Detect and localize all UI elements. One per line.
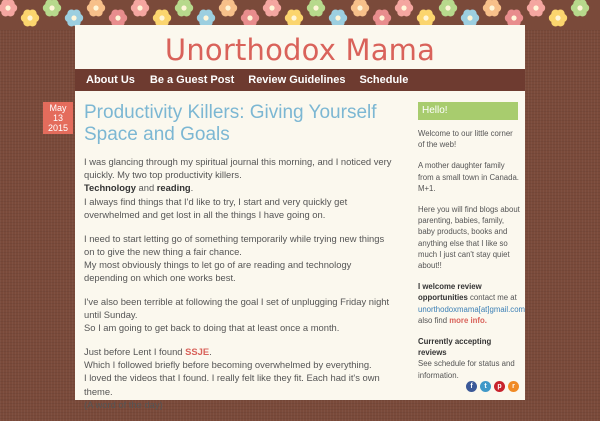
p1-and: and <box>135 182 157 194</box>
post-date-badge <box>43 102 73 134</box>
p2-line1: I need to start letting go of something temporarily while trying new things on to give the new thing a fair chance. <box>84 232 385 257</box>
nav-schedule[interactable]: Schedule <box>359 74 409 86</box>
nav-review-guidelines[interactable]: Review Guidelines <box>248 74 346 86</box>
paragraph-1 <box>84 155 394 221</box>
p1-line3: I always find things that I'd like to try, I start and very quickly get overwhelmed and get lost in all the things I have going on. <box>84 195 348 220</box>
p4-prefix: Just before Lent I found <box>84 345 186 357</box>
date-month: May <box>49 103 67 113</box>
twitter-icon[interactable]: t <box>480 381 491 392</box>
sidebar-review-bold: I welcome review opportunities <box>418 282 482 303</box>
sidebar-family: A mother daughter family from a small town in Canada. M+1. <box>418 161 519 193</box>
site-title[interactable]: Unorthodox Mama <box>164 33 436 67</box>
p1-period: . <box>190 182 194 194</box>
social-icons <box>466 381 519 392</box>
sidebar-hello-heading: Hello! <box>418 102 518 120</box>
p4-line3: I loved the videos that I found. I really felt like they fit. Each had it's own theme. <box>84 372 380 397</box>
sidebar-also: also find <box>418 315 450 325</box>
date-year: 2015 <box>47 123 69 133</box>
p3-line2: So I am going to get back to doing that at least once a month. <box>84 322 340 334</box>
nav-about-us[interactable]: About Us <box>86 74 135 86</box>
sidebar-schedule-text: See schedule for status and information. <box>418 359 515 380</box>
ssje-link[interactable]: SSJE <box>185 345 210 357</box>
sidebar <box>418 102 526 391</box>
p1-bold-reading: reading <box>156 182 191 194</box>
post-title[interactable]: Productivity Killers: Giving Yourself Space and Goals <box>84 102 377 145</box>
sidebar-review <box>418 281 526 326</box>
paragraph-3 <box>84 295 394 335</box>
sidebar-more-info-link[interactable]: more info. <box>449 315 487 325</box>
sidebar-accepting <box>418 336 520 381</box>
sidebar-email-link[interactable]: unorthodoxmama[at]gmail.com <box>418 304 526 314</box>
sidebar-blogs: Here you will find blogs about parenting, babies, family, baby products, books and anything else that I like so much I just can't stay quiet about!! <box>418 205 520 271</box>
p4-suffix: . <box>209 345 212 357</box>
sidebar-accepting-bold: Currently accepting reviews <box>418 337 492 358</box>
p3-line1: I've also been terrible at following the goal I set of unplugging Friday night until Sunday. <box>84 295 390 321</box>
date-day: 13 <box>52 113 63 123</box>
paragraph-4 <box>84 345 394 411</box>
nav-guest-post[interactable]: Be a Guest Post <box>149 74 235 86</box>
pinterest-icon[interactable]: p <box>494 381 505 392</box>
p4-line4: (A word of the day) <box>84 398 163 410</box>
p1-line1: I was glancing through my spiritual journal this morning, and I noticed very quickly. My two top productivity killers. <box>84 156 392 181</box>
paragraph-2 <box>84 232 394 285</box>
p2-line2: My most obviously things to let go of are reading and technology depending on which one works best. <box>84 258 352 284</box>
post-body <box>84 155 394 421</box>
sidebar-welcome: Welcome to our little corner of the web! <box>418 129 513 150</box>
rss-icon[interactable]: r <box>508 381 519 392</box>
sidebar-review-text: contact me at <box>467 293 517 303</box>
facebook-icon[interactable]: f <box>466 381 477 392</box>
p1-bold-technology: Technology <box>84 182 136 194</box>
main-nav <box>75 69 525 91</box>
p4-line2: Which I followed briefly before becoming overwhelmed by everything. <box>84 359 372 371</box>
